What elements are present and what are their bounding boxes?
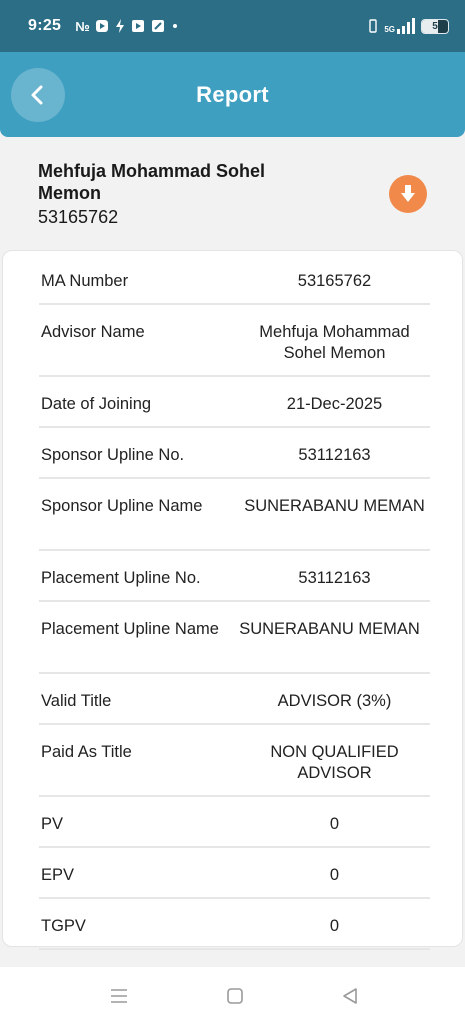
table-row (39, 602, 430, 674)
more-notifications-dot (173, 24, 177, 28)
app-bar (0, 52, 465, 137)
table-row (39, 254, 430, 305)
system-back-button[interactable] (339, 985, 361, 1007)
row-value: 0 (329, 815, 340, 833)
table-row (39, 848, 430, 899)
table-row (39, 899, 430, 950)
row-label: MA Number (41, 272, 129, 290)
recent-apps-button[interactable] (108, 985, 130, 1007)
back-button[interactable] (11, 68, 65, 122)
row-value: 53165762 (297, 272, 372, 290)
table-row (39, 305, 430, 377)
square-icon (226, 987, 244, 1005)
row-value: SUNERABANU MEMAN (244, 497, 425, 515)
b-app-icon (131, 19, 145, 33)
row-label: Placement Upline Name (41, 620, 219, 638)
battery-level: 5 (432, 20, 438, 32)
profile-id: 53165762 (38, 207, 119, 227)
row-value: NON QUALIFIED ADVISOR (270, 743, 399, 782)
network-label: 5G (384, 25, 395, 34)
row-label: Placement Upline No. (41, 569, 201, 587)
table-row (39, 551, 430, 602)
download-button[interactable] (389, 175, 427, 213)
row-value: 21-Dec-2025 (286, 395, 383, 413)
bolt-icon (115, 19, 125, 33)
report-card (2, 250, 463, 947)
triangle-back-icon (341, 987, 359, 1005)
row-value: ADVISOR (3%) (277, 692, 392, 710)
system-nav-bar (0, 967, 465, 1024)
table-row (39, 725, 430, 797)
status-bar (0, 0, 465, 52)
row-label: TGPV (41, 917, 86, 935)
home-button[interactable] (224, 985, 246, 1007)
profile-name: Mehfuja Mohammad Sohel Memon (38, 161, 266, 203)
row-label: Paid As Title (41, 743, 132, 761)
row-value: Mehfuja Mohammad Sohel Memon (259, 323, 410, 362)
row-value: 0 (329, 917, 340, 935)
row-label: PV (41, 815, 64, 833)
table-row (39, 428, 430, 479)
table-row (39, 674, 430, 725)
page-title: Report (196, 81, 269, 107)
row-label: Date of Joining (41, 395, 152, 413)
signal-icon (397, 18, 415, 34)
row-label: Valid Title (41, 692, 112, 710)
n-app-icon: № (75, 18, 90, 34)
arrow-down-icon (396, 182, 420, 206)
table-row (39, 377, 430, 428)
battery-icon (421, 19, 449, 34)
status-time: 9:25 (28, 17, 62, 34)
table-row (39, 797, 430, 848)
row-label: Sponsor Upline Name (41, 497, 203, 515)
table-row (39, 479, 430, 551)
row-label: EPV (41, 866, 75, 884)
chevron-left-icon (27, 84, 49, 106)
menu-icon (110, 988, 128, 1004)
play-app-icon (95, 19, 109, 33)
profile-header (0, 137, 465, 250)
row-value: SUNERABANU MEMAN (239, 620, 420, 638)
row-value: 53112163 (298, 446, 371, 464)
row-label: Advisor Name (41, 323, 145, 341)
row-value: 0 (329, 866, 340, 884)
status-right (368, 18, 449, 34)
notification-icons (75, 19, 177, 34)
vibrate-icon (368, 19, 378, 33)
report-rows (39, 254, 430, 950)
edit-app-icon (151, 19, 165, 33)
network-indicator (384, 18, 415, 34)
row-label: Sponsor Upline No. (41, 446, 185, 464)
row-value: 53112163 (298, 569, 371, 587)
